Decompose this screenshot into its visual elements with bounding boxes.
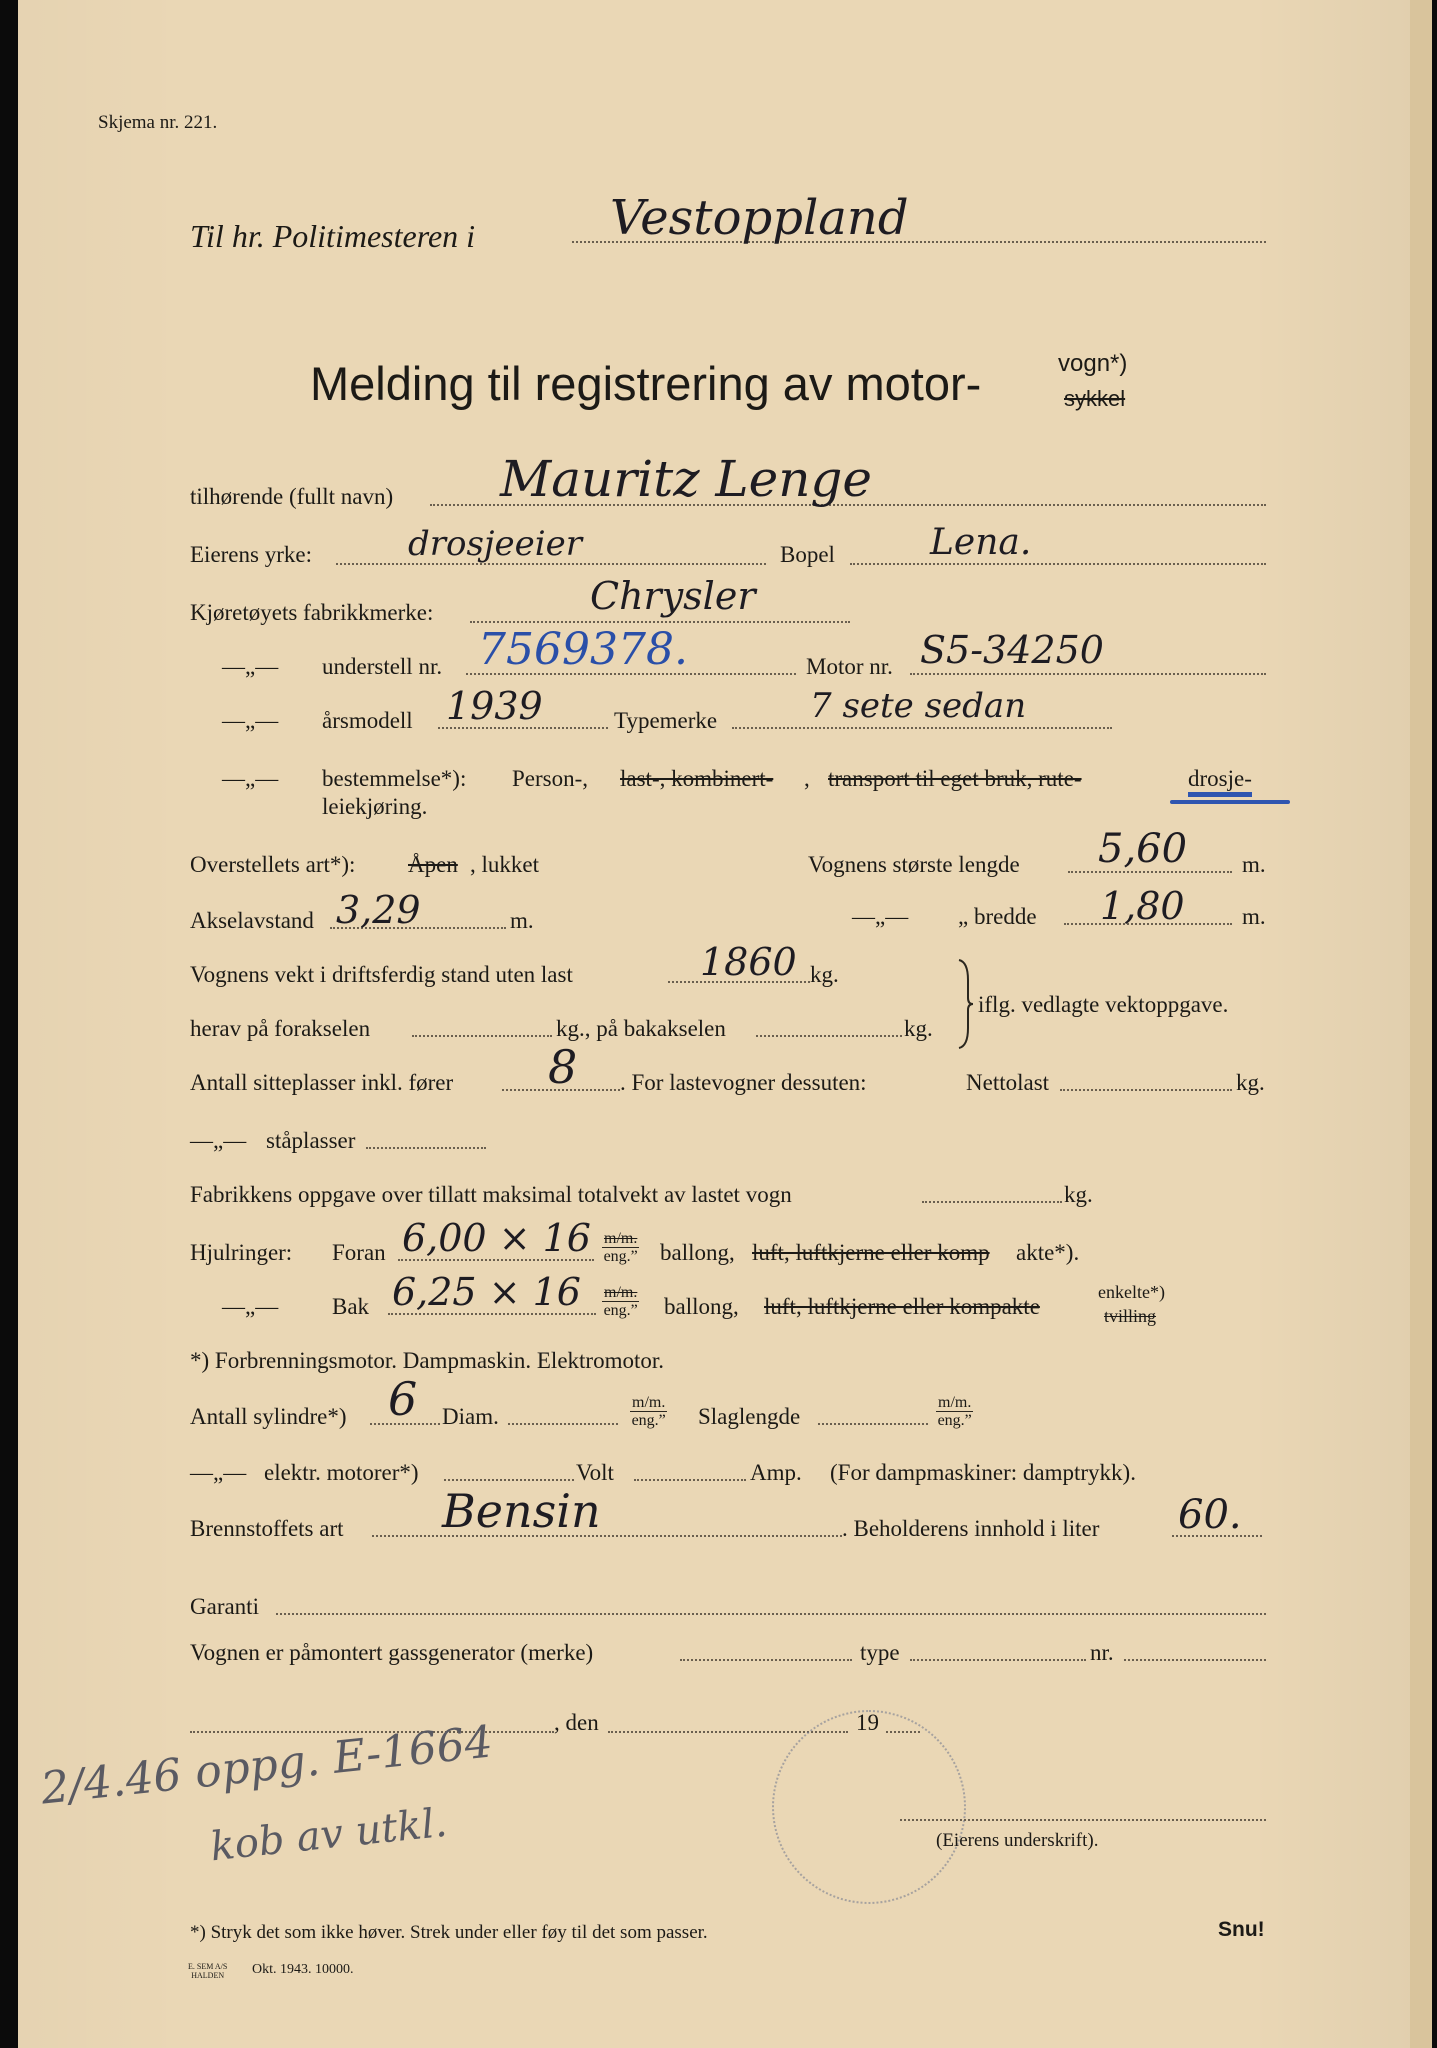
stroke-line	[818, 1422, 928, 1425]
length-unit: m.	[1242, 852, 1266, 877]
weight-unit: kg.	[810, 962, 839, 987]
steam-label: (For dampmaskiner: damptrykk).	[830, 1460, 1136, 1485]
gasgen-nr-line	[1124, 1658, 1266, 1661]
tyres-front-value: 6,00 × 16	[402, 1216, 591, 1260]
diam-unit: m/m. eng.”	[631, 1394, 666, 1429]
tyres-front-ballong: ballong,	[660, 1240, 735, 1265]
footer-note: *) Stryk det som ikke høver. Strek under eller føy til det som passer.	[190, 1922, 708, 1943]
type-line	[732, 726, 1112, 729]
tyres-back-ballong: ballong,	[664, 1294, 739, 1319]
sheet-fold-edge	[1410, 0, 1432, 2048]
bracket-mark	[956, 958, 974, 1050]
diam-label: Diam.	[442, 1404, 499, 1429]
title-option-vogn: vogn*)	[1058, 350, 1128, 377]
occupation-value: drosjeeier	[408, 524, 582, 564]
netto-label: Nettolast	[966, 1070, 1050, 1095]
width-unit: m.	[1242, 904, 1266, 929]
weight-value: 1860	[700, 940, 797, 984]
body-type-value: , lukket	[470, 852, 539, 877]
weight-label: Vognens vekt i driftsferdig stand uten last	[190, 962, 573, 987]
ditto-mark: —„—	[222, 654, 279, 679]
annotation-line2: kob av utkl.	[208, 1799, 450, 1871]
annotation-line1: 2/4.46 oppg. E-1664	[38, 1716, 495, 1815]
title-option-sykkel: sykkel	[1064, 386, 1126, 411]
max-weight-unit: kg.	[1064, 1182, 1093, 1207]
body-type-label: Overstellets art*):	[190, 852, 356, 877]
tank-label: . Beholderens innhold i liter	[842, 1516, 1100, 1541]
truck-label: . For lastevogner dessuten:	[620, 1070, 867, 1095]
purpose-line2: leiekjøring.	[322, 794, 428, 819]
standing-line	[366, 1146, 486, 1149]
engine-no-line	[910, 672, 1266, 675]
seats-value: 8	[548, 1040, 578, 1094]
type-label: Typemerke	[614, 708, 718, 733]
addressee-label: Til hr. Politimesteren i	[190, 218, 476, 254]
print-info: Okt. 1943. 10000.	[252, 1962, 354, 1977]
fuel-value: Bensin	[442, 1484, 601, 1538]
residence-value: Lena.	[930, 522, 1032, 563]
tyres-front-struck: luft, luftkjerne eller komp	[752, 1240, 990, 1265]
max-weight-line	[922, 1200, 1062, 1203]
ditto-mark: —„—	[222, 1294, 279, 1319]
wheelbase-unit: m.	[510, 908, 534, 933]
occupation-label: Eierens yrke:	[190, 542, 312, 567]
tyres-tvilling: tvilling	[1104, 1306, 1157, 1326]
ditto-mark: —„—	[190, 1128, 247, 1153]
date-den: , den	[554, 1710, 599, 1735]
ditto-mark: —„—	[222, 708, 279, 733]
cylinders-label: Antall sylindre*)	[190, 1404, 347, 1429]
electric-line	[444, 1478, 574, 1481]
turn-over-note: Snu!	[1218, 1918, 1265, 1941]
owner-name-label: tilhørende (fullt navn)	[190, 484, 394, 509]
rear-axle-label: kg., på bakakselen	[556, 1016, 726, 1041]
tyres-back-label: Bak	[332, 1294, 370, 1319]
tyres-front-label: Foran	[332, 1240, 386, 1265]
front-axle-label: herav på forakselen	[190, 1016, 371, 1041]
engine-types: *) Forbrenningsmotor. Dampmaskin. Elektromotor.	[190, 1348, 665, 1373]
guarantee-label: Garanti	[190, 1594, 259, 1619]
tyres-back-struck: luft, luftkjerne eller kompakte	[764, 1294, 1040, 1319]
form-number: Skjema nr. 221.	[98, 112, 218, 133]
wheelbase-value: 3,29	[336, 888, 421, 932]
signature-label: (Eierens underskrift).	[936, 1830, 1099, 1851]
addressee-value: Vestoppland	[610, 190, 909, 246]
gasgen-nr-label: nr.	[1090, 1640, 1114, 1665]
gasgen-type-line	[910, 1658, 1086, 1661]
make-value: Chrysler	[590, 574, 756, 618]
tyres-front-tail: akte*).	[1016, 1240, 1080, 1265]
chassis-label: understell nr.	[322, 654, 443, 679]
fuel-label: Brennstoffets art	[190, 1516, 344, 1541]
diam-line	[508, 1422, 618, 1425]
owner-name-value: Mauritz Lenge	[500, 450, 873, 508]
wheelbase-label: Akselavstand	[190, 908, 314, 933]
length-label: Vognens største lengde	[808, 852, 1020, 877]
ditto-mark: —„—	[190, 1460, 247, 1485]
year-label: årsmodell	[322, 708, 413, 733]
engine-no-label: Motor nr.	[806, 654, 893, 679]
stroke-unit: m/m. eng.”	[937, 1394, 972, 1429]
gasgen-type-label: type	[860, 1640, 900, 1665]
netto-unit: kg.	[1236, 1070, 1265, 1095]
form-title: Melding til registrering av motor-	[310, 357, 982, 410]
faint-stamp	[772, 1710, 966, 1904]
electric-label: elektr. motorer*)	[264, 1460, 419, 1485]
tyres-enkelte: enkelte*)	[1098, 1282, 1165, 1302]
rear-axle-unit: kg.	[904, 1016, 933, 1041]
gasgen-label: Vognen er påmontert gassgenerator (merke)	[190, 1640, 594, 1665]
purpose-person: Person-,	[512, 766, 589, 791]
length-value: 5,60	[1098, 826, 1188, 872]
purpose-struck-1: last-, kombinert-	[620, 766, 774, 791]
ditto-mark: —„—	[852, 904, 909, 929]
tank-value: 60.	[1178, 1492, 1242, 1538]
weight-note: iflg. vedlagte vektoppgave.	[978, 992, 1229, 1017]
purpose-label: bestemmelse*):	[322, 766, 467, 791]
purpose-comma: ,	[804, 766, 810, 791]
tyres-label: Hjulringer:	[190, 1240, 293, 1265]
blue-underline-mark	[1170, 800, 1290, 804]
body-type-struck: Åpen	[408, 852, 458, 877]
residence-label: Bopel	[780, 542, 835, 567]
make-label: Kjøretøyets fabrikkmerke:	[190, 600, 434, 625]
engine-no-value: S5-34250	[920, 628, 1104, 672]
printer-mark: E. SEM A/S HALDEN	[188, 1962, 228, 1980]
purpose-struck-2: transport til eget bruk, rute-	[828, 766, 1082, 791]
volt-label: Volt	[576, 1460, 614, 1485]
cylinders-value: 6	[388, 1372, 418, 1426]
purpose-drosje: drosje-	[1188, 766, 1252, 797]
year-value: 1939	[446, 684, 543, 728]
volt-line	[634, 1478, 746, 1481]
date-year-prefix: 19	[856, 1710, 879, 1735]
rear-axle-line	[756, 1034, 902, 1037]
residence-line	[850, 562, 1266, 565]
type-value: 7 sete sedan	[810, 686, 1027, 726]
guarantee-line	[276, 1612, 1266, 1615]
seats-label: Antall sitteplasser inkl. fører	[190, 1070, 454, 1095]
gasgen-line	[680, 1658, 852, 1661]
chassis-value: 7569378.	[478, 624, 688, 675]
width-value: 1,80	[1100, 884, 1185, 928]
ditto-mark: —„—	[222, 766, 279, 791]
front-axle-line	[412, 1034, 552, 1037]
make-line	[470, 620, 850, 623]
tyres-back-value: 6,25 × 16	[392, 1270, 581, 1314]
amp-label: Amp.	[750, 1460, 802, 1485]
stroke-label: Slaglengde	[698, 1404, 801, 1429]
netto-line	[1060, 1088, 1232, 1091]
width-label: „ bredde	[958, 904, 1037, 929]
tyres-front-unit: m/m. eng.”	[603, 1230, 638, 1265]
signature-line	[900, 1818, 1266, 1821]
max-weight-label: Fabrikkens oppgave over tillatt maksimal totalvekt av lastet vogn	[190, 1182, 792, 1207]
tyres-back-unit: m/m. eng.”	[603, 1284, 638, 1319]
standing-label: ståplasser	[266, 1128, 356, 1153]
